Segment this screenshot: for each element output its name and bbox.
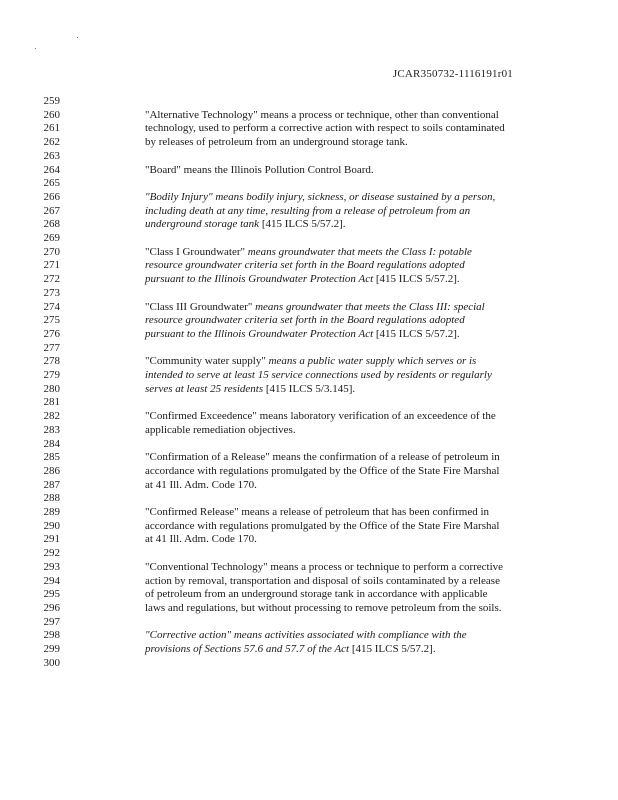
line-number: 296 xyxy=(43,601,60,614)
line-number: 298 xyxy=(43,629,60,642)
text-segment: [415 ILCS 5/57.2]. xyxy=(373,273,460,286)
line-number: 292 xyxy=(43,547,60,560)
text-line xyxy=(145,643,555,657)
text-segment: [415 ILCS 5/3.145]. xyxy=(263,382,356,395)
text-line xyxy=(145,314,555,328)
line-number: 291 xyxy=(43,533,60,546)
statutory-quote-text: underground storage tank xyxy=(145,218,260,231)
text-segment: [415 ILCS 5/57.2]. xyxy=(349,643,436,655)
text-line xyxy=(145,561,555,575)
statutory-quote-text: resource groundwater criteria set forth in the Board regulations adopted xyxy=(145,314,465,327)
text-segment: accordance with regulations promulgated by the Office of the State Fire Marshal xyxy=(145,464,500,477)
statutory-quote-text: pursuant to the Illinois Groundwater Protection Act xyxy=(145,327,374,340)
line-number: 276 xyxy=(43,327,60,340)
line-number: 295 xyxy=(43,588,60,601)
text-segment: "Community water supply" xyxy=(145,355,269,368)
line-number: 282 xyxy=(43,410,60,423)
text-line xyxy=(145,410,555,424)
text-segment: "Alternative Technology" means a process or technique, other than conventional xyxy=(145,108,499,121)
document-id: JCAR350732-1116191r01 xyxy=(392,68,513,80)
text-segment: of petroleum from an underground storage tank in accordance with applicable xyxy=(145,588,488,601)
statutory-quote-text: means a public water supply which serves or is xyxy=(268,355,477,368)
line-number: 274 xyxy=(43,300,60,313)
text-line xyxy=(145,246,555,260)
text-segment: "Conventional Technology" means a process or technique to perform a corrective xyxy=(145,560,504,573)
text-line xyxy=(145,109,555,123)
text-segment: at 41 Ill. Adm. Code 170. xyxy=(145,478,257,491)
text-line xyxy=(145,136,555,150)
line-number: 262 xyxy=(43,136,60,149)
line-number: 300 xyxy=(43,656,60,669)
statutory-quote-text: resource groundwater criteria set forth in the Board regulations adopted xyxy=(145,259,465,272)
line-number: 281 xyxy=(43,396,60,409)
line-number: 290 xyxy=(43,519,60,532)
line-number: 259 xyxy=(43,95,60,107)
line-number: 275 xyxy=(43,314,60,327)
text-line xyxy=(145,602,555,616)
text-line xyxy=(145,164,555,178)
line-number: 293 xyxy=(43,560,60,573)
line-number: 285 xyxy=(43,451,60,464)
line-number: 265 xyxy=(43,177,60,190)
text-segment: action by removal, transportation and disposal of soils contaminated by a release xyxy=(145,574,500,587)
text-line xyxy=(145,520,555,534)
line-number: 289 xyxy=(43,506,60,518)
text-segment: by releases of petroleum from an underground storage tank. xyxy=(145,136,408,149)
line-number: 279 xyxy=(43,369,60,381)
statutory-quote-text: provisions of Sections 57.6 and 57.7 of the Act xyxy=(145,643,350,655)
line-number: 260 xyxy=(43,108,60,121)
text-line xyxy=(145,218,555,232)
scan-speck xyxy=(77,37,78,38)
text-segment: "Confirmed Release" means a release of petroleum that has been confirmed in xyxy=(145,506,490,518)
text-segment: accordance with regulations promulgated by the Office of the State Fire Marshal xyxy=(145,519,500,532)
text-segment: "Confirmation of a Release" means the confirmation of a release of petroleum in xyxy=(145,451,500,464)
text-segment: "Class I Groundwater" xyxy=(145,245,248,258)
statutory-quote-text: means groundwater that meets the Class I: potable xyxy=(247,245,472,258)
text-line xyxy=(145,355,555,369)
text-segment: "Class III Groundwater" xyxy=(145,300,256,313)
line-number: 277 xyxy=(43,341,60,354)
statutory-quote-text: serves at least 25 residents xyxy=(145,382,264,395)
text-line xyxy=(145,369,555,383)
line-number: 283 xyxy=(43,423,60,436)
text-line xyxy=(145,301,555,315)
text-segment: "Confirmed Exceedence" means laboratory verification of an exceedence of the xyxy=(145,410,496,423)
text-line xyxy=(145,629,555,643)
line-number: 263 xyxy=(43,149,60,162)
line-number: 264 xyxy=(43,163,60,176)
text-line xyxy=(145,122,555,136)
text-segment: laws and regulations, but without processing to remove petroleum from the soils. xyxy=(145,601,502,614)
line-number: 270 xyxy=(43,245,60,258)
text-line xyxy=(145,451,555,465)
statutory-quote-text: means groundwater that meets the Class III: special xyxy=(255,300,485,313)
line-number: 268 xyxy=(43,218,60,231)
statutory-quote-text: pursuant to the Illinois Groundwater Protection Act xyxy=(145,273,374,286)
line-number: 288 xyxy=(43,492,60,505)
line-number: 271 xyxy=(43,259,60,272)
line-number: 299 xyxy=(43,643,60,655)
text-line xyxy=(145,328,555,342)
line-number: 273 xyxy=(43,286,60,299)
text-line xyxy=(145,273,555,287)
line-number: 272 xyxy=(43,273,60,286)
text-line xyxy=(145,383,555,397)
text-line xyxy=(145,506,555,520)
text-line xyxy=(145,205,555,219)
line-number: 266 xyxy=(43,190,60,203)
statutory-quote-text: "Bodily Injury" means bodily injury, sickness, or disease sustained by a person, xyxy=(145,190,496,203)
statutory-quote-text: including death at any time, resulting from a release of petroleum from an xyxy=(145,204,471,217)
text-line xyxy=(145,465,555,479)
statutory-quote-text: "Corrective action" means activities associated with compliance with the xyxy=(145,629,467,642)
text-line xyxy=(145,191,555,205)
line-number: 297 xyxy=(43,615,60,628)
scan-speck xyxy=(35,48,36,49)
text-line xyxy=(145,533,555,547)
line-number: 269 xyxy=(43,232,60,244)
text-segment: [415 ILCS 5/57.2]. xyxy=(259,218,346,231)
text-segment: "Board" means the Illinois Pollution Control Board. xyxy=(145,163,374,176)
line-number: 294 xyxy=(43,574,60,587)
text-line xyxy=(145,259,555,273)
text-segment: applicable remediation objectives. xyxy=(145,423,296,436)
text-line xyxy=(145,588,555,602)
statutory-quote-text: intended to serve at least 15 service connections used by residents or regularly xyxy=(145,369,492,381)
line-number: 280 xyxy=(43,382,60,395)
line-number: 284 xyxy=(43,437,60,450)
line-number: 287 xyxy=(43,478,60,491)
text-segment: technology, used to perform a corrective action with respect to soils contaminated xyxy=(145,122,505,135)
line-number: 286 xyxy=(43,464,60,477)
text-segment: [415 ILCS 5/57.2]. xyxy=(373,327,460,340)
text-line xyxy=(145,575,555,589)
text-line xyxy=(145,424,555,438)
line-number: 278 xyxy=(43,355,60,368)
line-number: 261 xyxy=(43,122,60,135)
text-segment: at 41 Ill. Adm. Code 170. xyxy=(145,533,257,546)
line-number: 267 xyxy=(43,204,60,217)
text-line xyxy=(145,479,555,493)
